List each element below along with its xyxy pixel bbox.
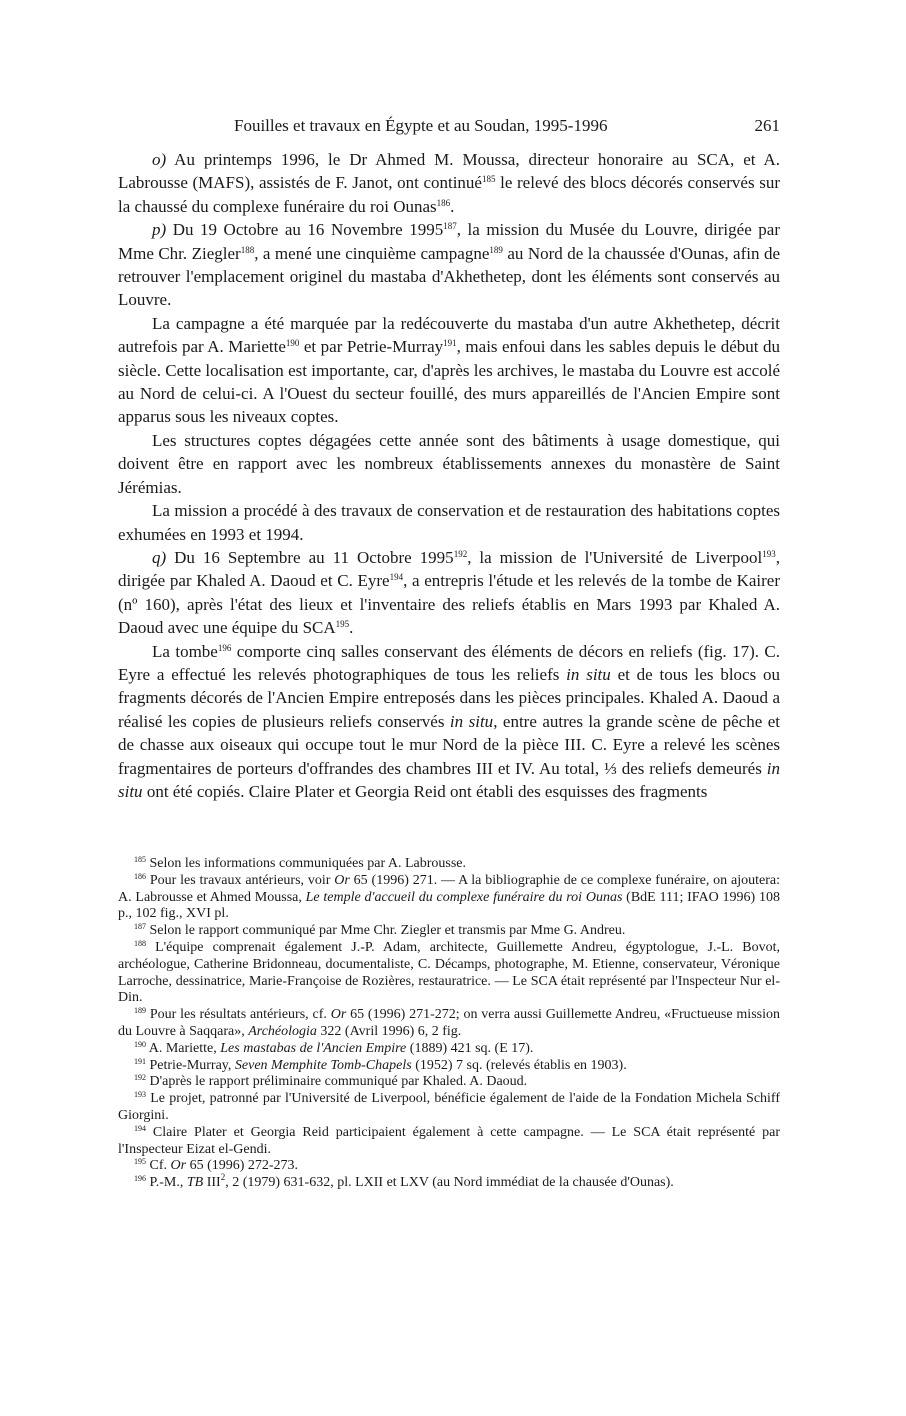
item-label: p) bbox=[152, 220, 167, 240]
footnote-189: $^{189}$ Pour les résultats antérieurs, cf. Or 65 (1996) 271-272; on verra aussi Guillemette Andreu, «Fructueuse mission du Louvre à Saqqara», Archéologia 322 (Avril 1996) 6, 2 fig. bbox=[118, 1006, 780, 1039]
footnote-196: $^{196}$ P.-M., TB III$^2$, 2 (1979) 631-632, pl. LXII et LXV (au Nord immédiat de la chausée d'Ounas). bbox=[134, 1172, 674, 1191]
footnote-ref: 188 bbox=[240, 244, 255, 255]
footnote-ref: 192 bbox=[453, 548, 468, 559]
footnotes bbox=[118, 856, 780, 1192]
running-title: Fouilles et travaux en Égypte et au Soudan, 1995-1996 bbox=[234, 116, 608, 135]
item-label: q) bbox=[152, 547, 167, 567]
running-head bbox=[118, 112, 780, 148]
footnote-ref: 186 bbox=[436, 197, 451, 208]
footnote-186: $^{186}$ Pour les travaux antérieurs, voir Or 65 (1996) 271. — A la bibliographie de ce complexe funéraire, on ajoutera: A. Labrousse et Ahmed Moussa, Le temple d'accueil du complexe funéraire du roi Ounas (BdE 111; IFAO 1996) 108 p., 102 fig., XVI pl. bbox=[118, 871, 780, 922]
paragraph-structures: Les structures coptes dégagées cette année sont des bâtiments à usage domestique, qui doivent être en rapport avec les nombreux établissements annexes du monastère de Saint Jérémias. bbox=[118, 430, 780, 497]
footnote-ref: 194 bbox=[389, 572, 404, 583]
page bbox=[118, 112, 780, 803]
footnote-ref: 193 bbox=[762, 548, 776, 559]
footnote-ref: 196 bbox=[217, 642, 232, 653]
footnote-ref: 195 bbox=[335, 619, 350, 630]
paragraph-campagne: La campagne a été marquée par la redécouverte du mastaba d'un autre Akhethetep, décrit autrefois par A. Mariette$^{190}$ et par Petrie-Murray$^{191}$, mais enfoui dans les sables depuis le début du siècle. Cette localisation est importante, car, d'après les archives, le mastaba du Louvre est accolé au Nord de celui-ci. A l'Ouest du secteur fouillé, des murs appareillés de l'Ancien Empire sont apparus sous les niveaux coptes. bbox=[118, 313, 780, 427]
item-label: o) bbox=[152, 150, 167, 169]
footnote-187: $^{187}$ Selon le rapport communiqué par Mme Chr. Ziegler et transmis par Mme G. Andreu. bbox=[134, 922, 626, 939]
paragraph-o: o) Au printemps 1996, le Dr Ahmed M. Moussa, directeur honoraire au SCA, et A. Labrousse (MAFS), assistés de F. Janot, ont continué$^{185}$ le relevé des blocs décorés conservés sur la chaussé du complexe funéraire du roi Ounas$^{186}$. bbox=[118, 150, 780, 216]
footnote-ref: 190 bbox=[285, 338, 300, 349]
paragraph-q: q) Du 16 Septembre au 11 Octobre 1995$^{192}$, la mission de l'Université de Liverpool$^{193}$, dirigée par Khaled A. Daoud et C. Eyre$^{194}$, a entrepris l'étude et les relevés de la tombe de Kairer (nº 160), après l'état des lieux et l'inventaire des reliefs établis en Mars 1993 par Khaled A. Daoud avec une équipe du SCA$^{195}$. bbox=[118, 547, 780, 638]
footnote-193: $^{193}$ Le projet, patronné par l'Université de Liverpool, bénéficie également de l'aide de la Fondation Michela Schiff Giorgini. bbox=[118, 1090, 780, 1123]
footnote-188: $^{188}$ L'équipe comprenait également J.-P. Adam, architecte, Guillemette Andreu, égyptologue, J.-L. Bovot, archéologue, Catherine Bridonneau, documentaliste, C. Décamps, photographe, M. Etienne, conservateur, Véronique Larroche, dessinatrice, Marie-Françoise de Rozières, restauratrice. — Le SCA était représenté par l'Inspecteur Nur el-Din. bbox=[118, 938, 780, 1006]
footnote-ref: 191 bbox=[443, 338, 457, 349]
page-number: 261 bbox=[754, 116, 780, 135]
footnote-194: $^{194}$ Claire Plater et Georgia Reid participaient également à cette campagne. — Le SCA était représenté par l'Inspecteur Eizat el-Gendi. bbox=[118, 1123, 780, 1157]
footnote-ref: 185 bbox=[481, 174, 496, 185]
body-text bbox=[118, 148, 780, 803]
footnote-ref: 187 bbox=[443, 221, 457, 232]
footnote-191: $^{191}$ Petrie-Murray, Seven Memphite Tomb-Chapels (1952) 7 sq. (relevés établis en 1903). bbox=[134, 1056, 627, 1073]
footnote-195: $^{195}$ Cf. Or 65 (1996) 272-273. bbox=[134, 1157, 299, 1174]
footnote-ref: 189 bbox=[489, 244, 503, 255]
paragraph-mission: La mission a procédé à des travaux de conservation et de restauration des habitations coptes exhumées en 1993 et 1994. bbox=[118, 501, 780, 544]
paragraph-tombe: La tombe$^{196}$ comporte cinq salles conservant des éléments de décors en reliefs (fig. 17). C. Eyre a effectué les relevés photographiques de tous les reliefs in situ et de tous les blocs ou fragments décorés de l'Ancien Empire entreposés dans les pièces principales. Khaled A. Daoud a réalisé les copies de plusieurs reliefs conservés in situ, entre autres la grande scène de pêche et de chasse aux oiseaux qui occupe tout le mur Nord de la pièce III. C. Eyre a relevé les scènes fragmentaires de porteurs d'offrandes des chambres III et IV. Au total, ⅓ des reliefs demeurés in situ ont été copiés. Claire Plater et Georgia Reid ont établi des esquisses des fragments bbox=[118, 641, 781, 801]
footnote-185: $^{185}$ Selon les informations communiquées par A. Labrousse. bbox=[134, 855, 466, 871]
paragraph-p: p) Du 19 Octobre au 16 Novembre 1995$^{187}$, la mission du Musée du Louvre, dirigée par Mme Chr. Ziegler$^{188}$, a mené une cinquième campagne$^{189}$ au Nord de la chaussée d'Ounas, afin de retrouver l'emplacement originel du mastaba d'Akhethetep, dont les éléments sont conservés au Louvre. bbox=[118, 220, 780, 310]
footnote-190: $^{190}$ A. Mariette, Les mastabas de l'Ancien Empire (1889) 421 sq. (E 17). bbox=[134, 1039, 534, 1056]
footnote-192: $^{192}$ D'après le rapport préliminaire communiqué par Khaled. A. Daoud. bbox=[134, 1073, 528, 1090]
